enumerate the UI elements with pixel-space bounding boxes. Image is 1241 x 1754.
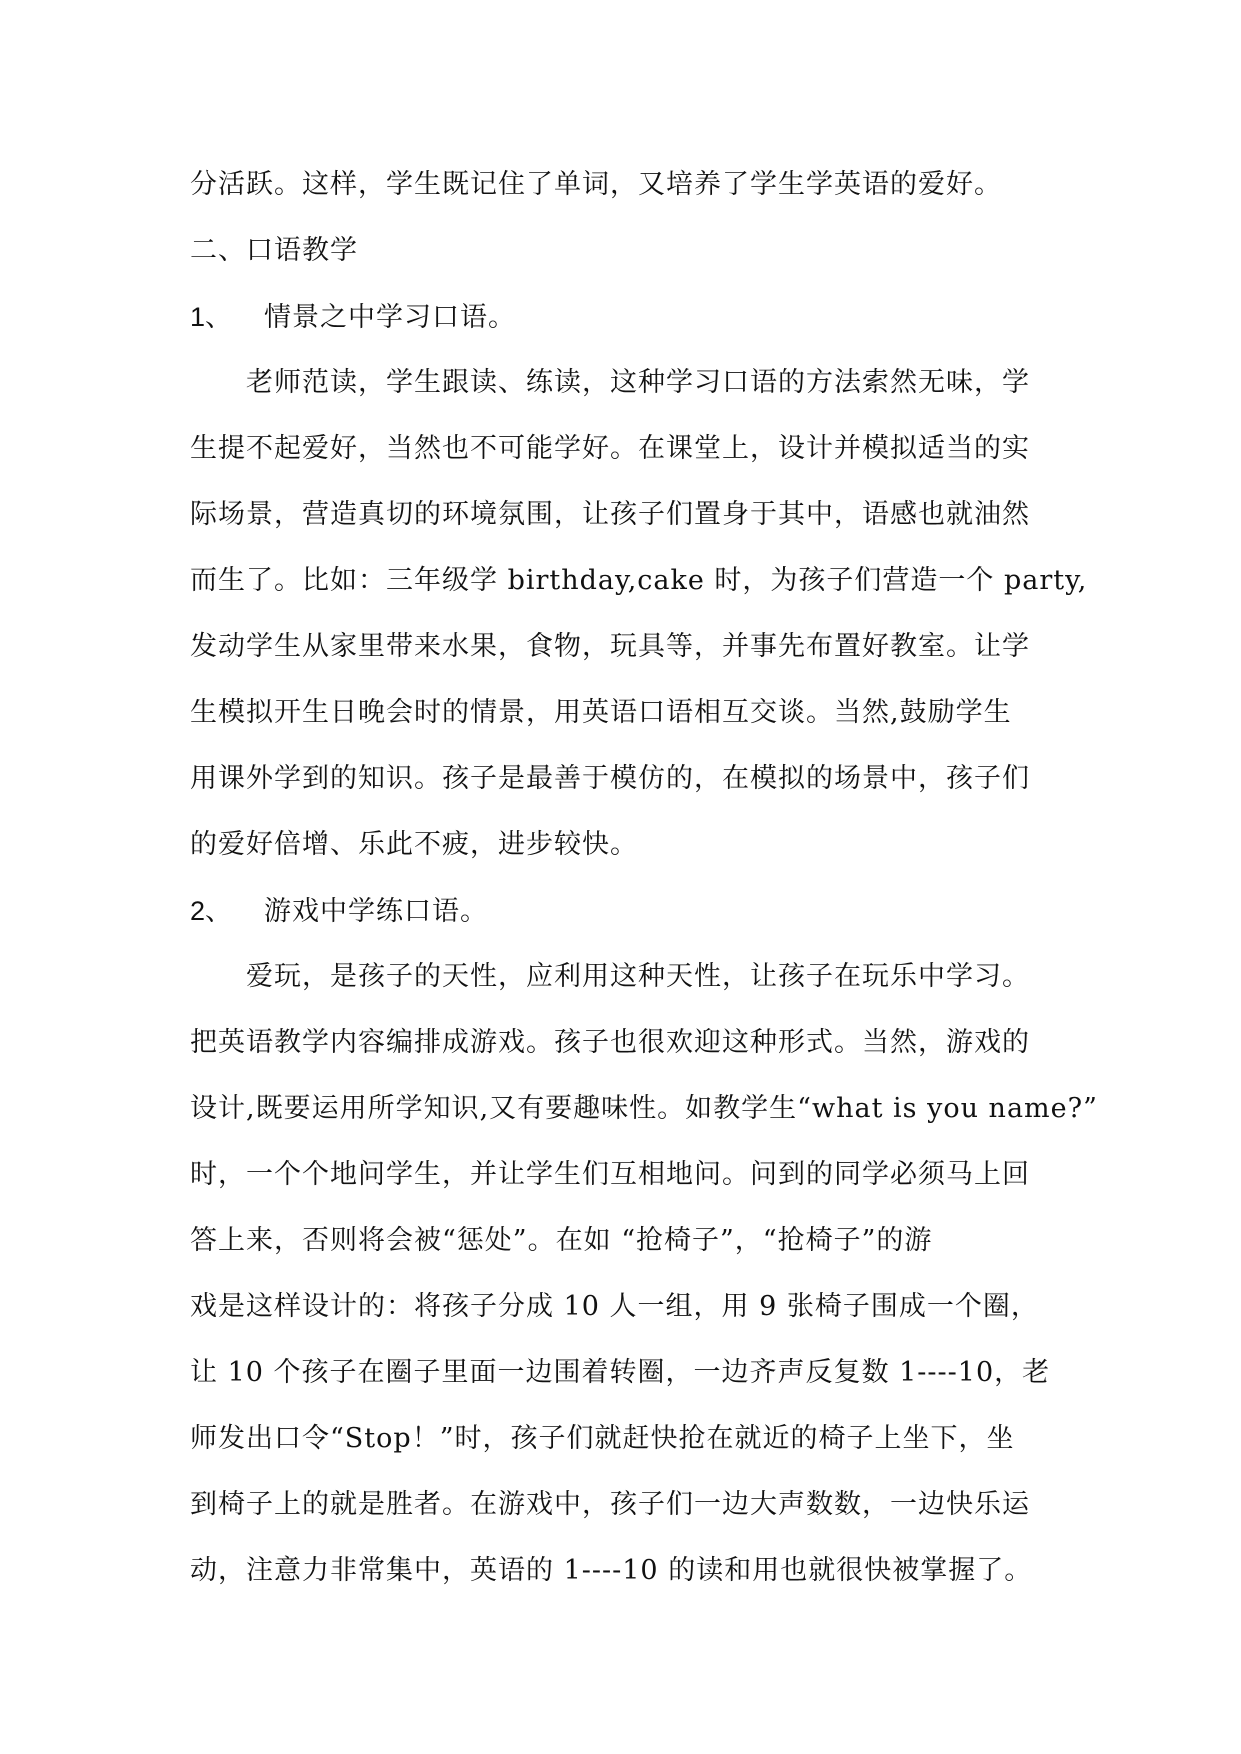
subheading-text: 游戏中学练口语。 <box>264 896 488 927</box>
paragraph-line: 生提不起爱好，当然也不可能学好。在课堂上，设计并模拟适当的实 <box>190 433 1030 464</box>
document-body <box>190 152 1098 1604</box>
list-number: 1、 <box>190 302 233 332</box>
list-number: 2、 <box>190 896 233 926</box>
paragraph-line: 把英语教学内容编排成游戏。孩子也很欢迎这种形式。当然，游戏的 <box>190 1027 1030 1058</box>
paragraph-line: 分活跃。这样，学生既记住了单词，又培养了学生学英语的爱好。 <box>190 169 1002 200</box>
section-heading: 二、口语教学 <box>190 235 358 266</box>
paragraph-line: 用课外学到的知识。孩子是最善于模仿的，在模拟的场景中，孩子们 <box>190 763 1030 794</box>
paragraph-line: 而生了。比如：三年级学 birthday,cake 时，为孩子们营造一个 party, <box>190 565 1088 596</box>
paragraph-line: 爱玩，是孩子的天性，应利用这种天性，让孩子在玩乐中学习。 <box>246 961 1030 992</box>
paragraph-line: 发动学生从家里带来水果，食物，玩具等，并事先布置好教室。让学 <box>190 631 1030 662</box>
subheading-2 <box>190 878 1060 944</box>
paragraph-line: 戏是这样设计的：将孩子分成 10 人一组，用 9 张椅子围成一个圈， <box>190 1291 1039 1322</box>
subheading-text: 情景之中学习口语。 <box>264 302 516 333</box>
paragraph-line: 老师范读，学生跟读、练读，这种学习口语的方法索然无味，学 <box>246 367 1030 398</box>
paragraph-line: 动，注意力非常集中，英语的 1----10 的读和用也就很快被掌握了。 <box>190 1555 1033 1586</box>
subheading-1 <box>190 284 1060 350</box>
paragraph-line: 答上来，否则将会被“惩处”。在如 “抢椅子”，“抢椅子”的游 <box>190 1225 933 1256</box>
paragraph-line: 的爱好倍增、乐此不疲，进步较快。 <box>190 829 638 860</box>
paragraph-line: 际场景，营造真切的环境氛围，让孩子们置身于其中，语感也就油然 <box>190 499 1030 530</box>
paragraph-line: 到椅子上的就是胜者。在游戏中，孩子们一边大声数数，一边快乐运 <box>190 1489 1030 1520</box>
paragraph-line: 让 10 个孩子在圈子里面一边围着转圈，一边齐声反复数 1----10，老 <box>190 1357 1051 1388</box>
paragraph-line: 时，一个个地问学生，并让学生们互相地问。问到的同学必须马上回 <box>190 1159 1030 1190</box>
paragraph-line: 师发出口令“Stop！”时，孩子们就赶快抢在就近的椅子上坐下，坐 <box>190 1423 1015 1454</box>
paragraph-line: 生模拟开生日晚会时的情景，用英语口语相互交谈。当然,鼓励学生 <box>190 697 1012 728</box>
paragraph-line: 设计,既要运用所学知识,又有要趣味性。如教学生“what is you name?” <box>190 1093 1098 1124</box>
